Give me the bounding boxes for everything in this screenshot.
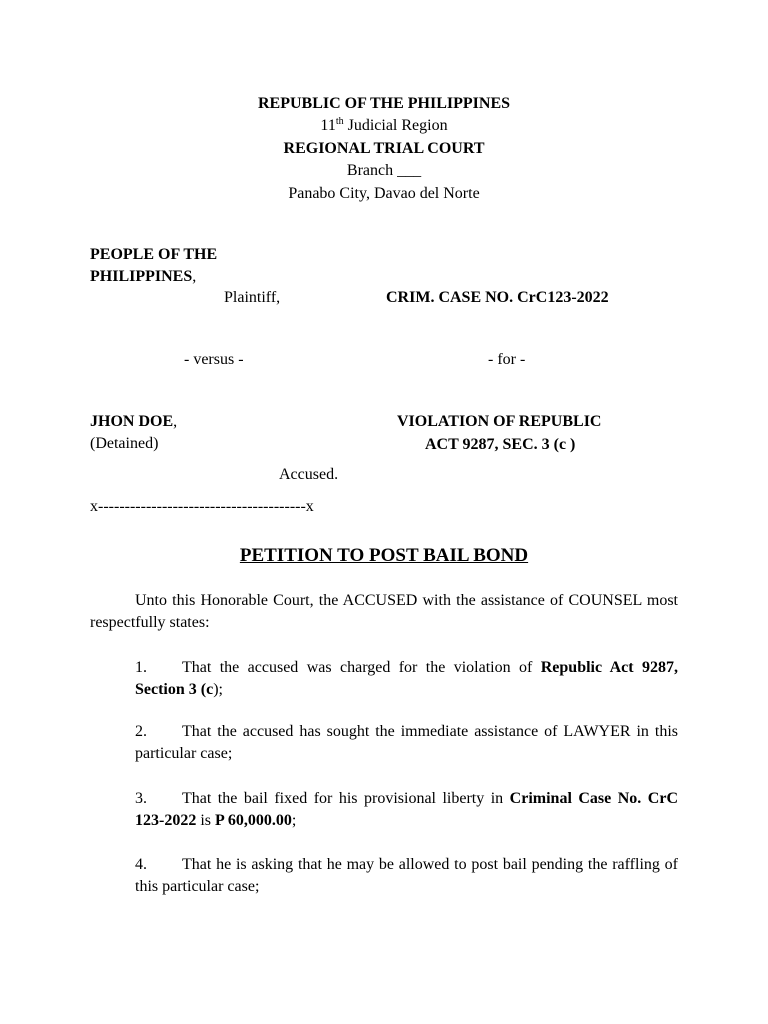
plaintiff-role: Plaintiff, xyxy=(224,289,281,306)
plaintiff-name-line2: PHILIPPINES, xyxy=(90,268,197,285)
for-label: - for - xyxy=(488,351,526,368)
versus-label: - versus - xyxy=(184,351,244,368)
violation-line2: ACT 9287, SEC. 3 (c ) xyxy=(425,436,576,453)
item-1: 1. That the accused was charged for the violation of Republic Act 9287, Section 3 (c); xyxy=(135,659,678,698)
accused-role: Accused. xyxy=(279,466,339,483)
item-4: 4. That he is asking that he may be allowed to post bail pending the raffling of this particular case; xyxy=(135,856,678,895)
header-court: REGIONAL TRIAL COURT xyxy=(283,140,485,157)
intro-paragraph: Unto this Honorable Court, the ACCUSED with the assistance of COUNSEL most respectfully states: xyxy=(90,592,678,631)
item-2: 2. That the accused has sought the immediate assistance of LAWYER in this particular case; xyxy=(135,723,678,762)
item-3: 3. That the bail fixed for his provisional liberty in Criminal Case No. CrC 123-2022 is P 60,000.00; xyxy=(135,790,679,829)
case-number: CRIM. CASE NO. CrC123-2022 xyxy=(386,289,609,306)
plaintiff-name-line1: PEOPLE OF THE xyxy=(90,246,218,263)
header-republic: REPUBLIC OF THE PHILIPPINES xyxy=(257,95,511,112)
document-title: PETITION TO POST BAIL BOND xyxy=(239,545,529,566)
accused-status: (Detained) xyxy=(90,435,159,452)
header-judicial-region: 11th Judicial Region xyxy=(320,116,448,134)
violation-line1: VIOLATION OF REPUBLIC xyxy=(397,413,602,430)
caption-separator: x---------------------------------------x xyxy=(90,498,314,515)
accused-name: JHON DOE, xyxy=(90,413,178,430)
header-branch: Branch ___ xyxy=(346,162,422,179)
header-location: Panabo City, Davao del Norte xyxy=(288,185,480,202)
